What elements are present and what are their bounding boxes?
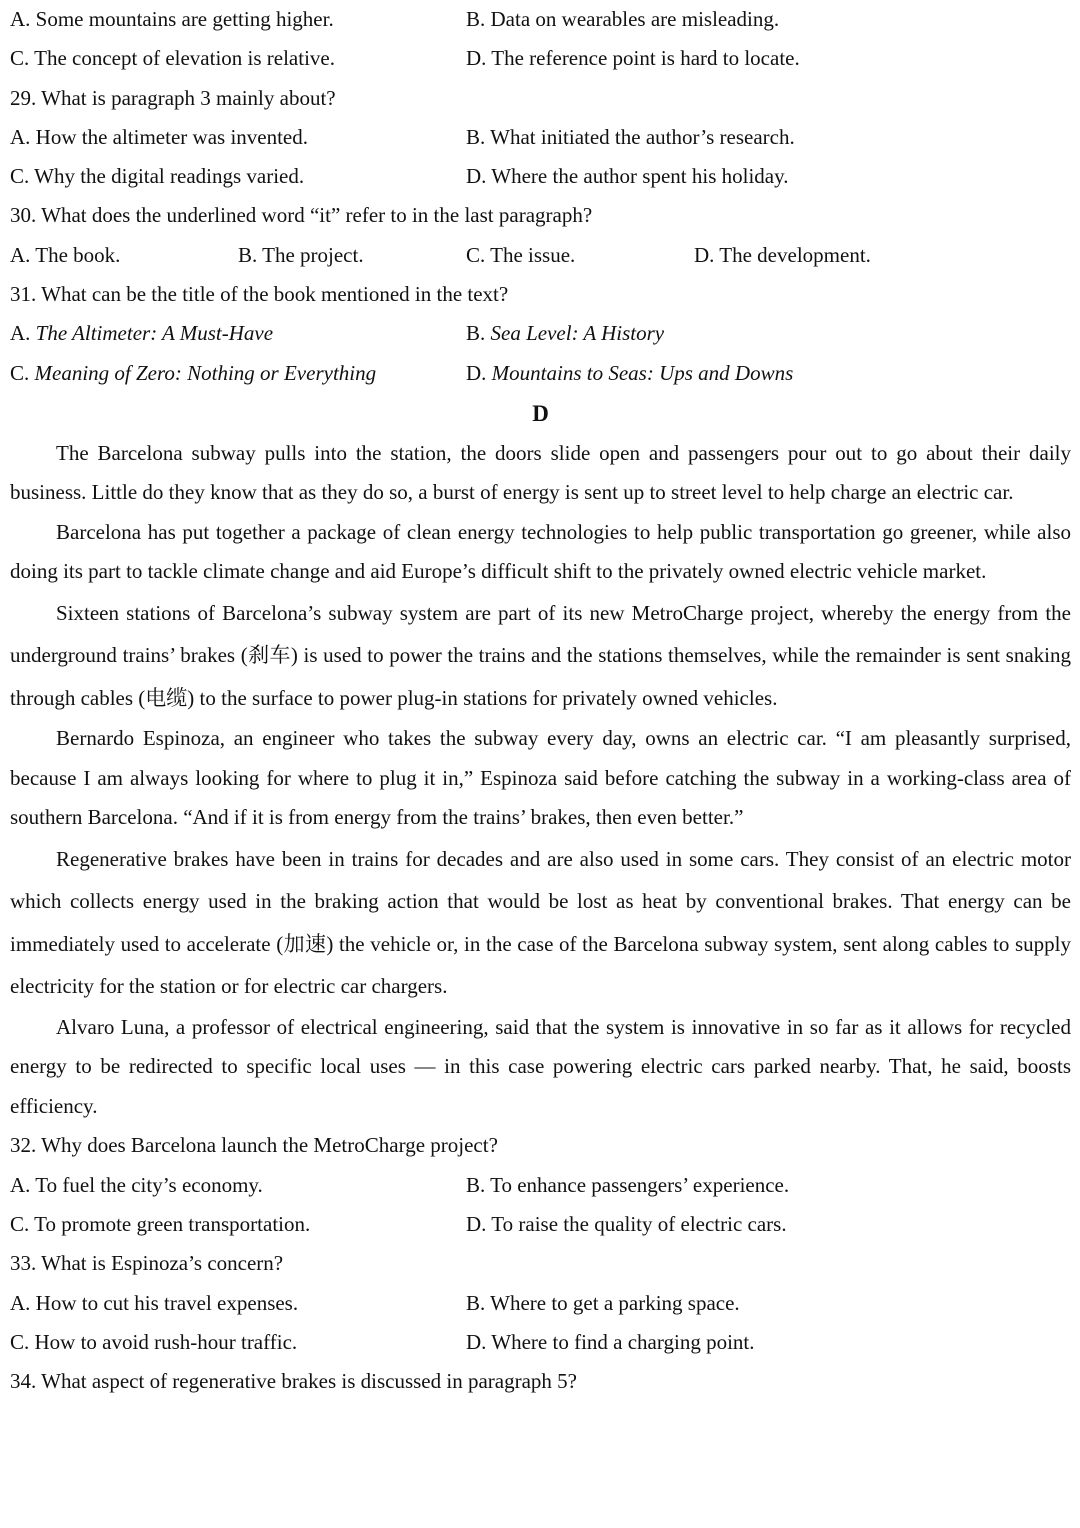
q31-stem: 31. What can be the title of the book mentioned in the text? [10, 282, 509, 307]
q32-option-b: B. To enhance passengers’ experience. [466, 1172, 790, 1197]
q30-option-b: B. The project. [238, 242, 364, 267]
q32-options-row-2 [10, 1205, 1071, 1244]
q29-options-row-1 [10, 118, 1071, 157]
q29-option-a: A. How the altimeter was invented. [10, 124, 308, 149]
q31-option-b [466, 314, 1071, 353]
passage-paragraph-1: The Barcelona subway pulls into the station, the doors slide open and passengers pour out to go about their daily business. Little do they know that as they do so, a burst of energy is sent up to street level to help charge an electric car. [10, 440, 1071, 505]
q31-option-c [10, 354, 466, 393]
q31-options-row-1 [10, 314, 1071, 353]
q33-stem: 33. What is Espinoza’s concern? [10, 1251, 284, 1276]
q28-options-row-2 [10, 39, 1071, 78]
q30-option-d: D. The development. [694, 242, 871, 267]
q30-option-a: A. The book. [10, 242, 121, 267]
section-d-passage [10, 434, 1071, 1127]
q28-option-a: A. Some mountains are getting higher. [10, 7, 334, 31]
q29-option-d: D. Where the author spent his holiday. [466, 164, 789, 189]
q28-option-c: C. The concept of elevation is relative. [10, 46, 335, 71]
q29-option-c: C. Why the digital readings varied. [10, 164, 305, 189]
q32-option-d: D. To raise the quality of electric cars. [466, 1212, 787, 1237]
q32-option-a: A. To fuel the city’s economy. [10, 1172, 263, 1197]
q33-options-row-1 [10, 1284, 1071, 1323]
q31-options-row-2 [10, 354, 1071, 393]
q31-option-d-title: Mountains to Seas: Ups and Downs [491, 360, 794, 385]
q31-option-c-title: Meaning of Zero: Nothing or Everything [34, 360, 377, 385]
passage-paragraph-4: Bernardo Espinoza, an engineer who takes the subway every day, owns an electric car. “I am pleasantly surprised, because I am always looking for where to plug it in,” Espinoza said before catching the subway in a working-class area of southern Barcelona. “And if it is from energy from the trains’ brakes, then even better.” [10, 726, 1071, 830]
q29-options-row-2 [10, 157, 1071, 196]
q28-option-b: B. Data on wearables are misleading. [466, 7, 780, 31]
q28-options-row-1 [10, 0, 1071, 39]
q31-option-a [10, 314, 466, 353]
q34-stem: 34. What aspect of regenerative brakes is discussed in paragraph 5? [10, 1369, 577, 1394]
q30-options-row [10, 236, 1071, 275]
q32-stem: 32. Why does Barcelona launch the MetroCharge project? [10, 1133, 498, 1158]
q32-options-row-1 [10, 1166, 1071, 1205]
q31-option-c-letter: C. [10, 360, 35, 385]
q31-option-d-letter: D. [466, 360, 492, 385]
section-d-title: D [532, 400, 549, 426]
passage-paragraph-3: Sixteen stations of Barcelona’s subway system are part of its new MetroCharge project, whereby the energy from the underground trains’ brakes (刹车) is used to power the trains and the stations themselves, while the remainder is sent snaking through cables (电缆) to the surface to power plug-in stations for privately owned vehicles. [10, 600, 1071, 710]
passage-paragraph-5: Regenerative brakes have been in trains for decades and are also used in some cars. They consist of an electric motor which collects energy used in the braking action that would be lost as heat by conventional brakes. That energy can be immediately used to accelerate (加速) the vehicle or, in the case of the Barcelona subway system, sent along cables to supply electricity for the station or for electric car chargers. [10, 846, 1071, 999]
q31-option-a-letter: A. [10, 321, 36, 346]
q30-stem: 30. What does the underlined word “it” refer to in the last paragraph? [10, 203, 593, 228]
passage-paragraph-2: Barcelona has put together a package of clean energy technologies to help public transportation go greener, while also doing its part to tackle climate change and aid Europe’s difficult shift to the privately owned electric vehicle market. [10, 519, 1071, 584]
passage-paragraph-6: Alvaro Luna, a professor of electrical engineering, said that the system is innovative in so far as it allows for recycled energy to be redirected to specific local uses — in this case powering electric cars parked nearby. That, he said, boosts efficiency. [10, 1014, 1071, 1118]
q28-option-d: D. The reference point is hard to locate. [466, 46, 800, 71]
q33-options-row-2 [10, 1323, 1071, 1362]
q29-option-b: B. What initiated the author’s research. [466, 124, 795, 149]
q31-option-b-title: Sea Level: A History [490, 321, 665, 346]
q30-option-c: C. The issue. [466, 242, 576, 267]
q33-option-a: A. How to cut his travel expenses. [10, 1290, 299, 1315]
q32-option-c: C. To promote green transportation. [10, 1212, 311, 1237]
q33-option-d: D. Where to find a charging point. [466, 1329, 755, 1354]
q31-option-a-title: The Altimeter: A Must-Have [35, 321, 274, 346]
q31-option-d [466, 354, 1071, 393]
q33-option-b: B. Where to get a parking space. [466, 1290, 740, 1315]
q31-option-b-letter: B. [466, 321, 491, 346]
q29-stem: 29. What is paragraph 3 mainly about? [10, 85, 336, 110]
q33-option-c: C. How to avoid rush-hour traffic. [10, 1329, 298, 1354]
